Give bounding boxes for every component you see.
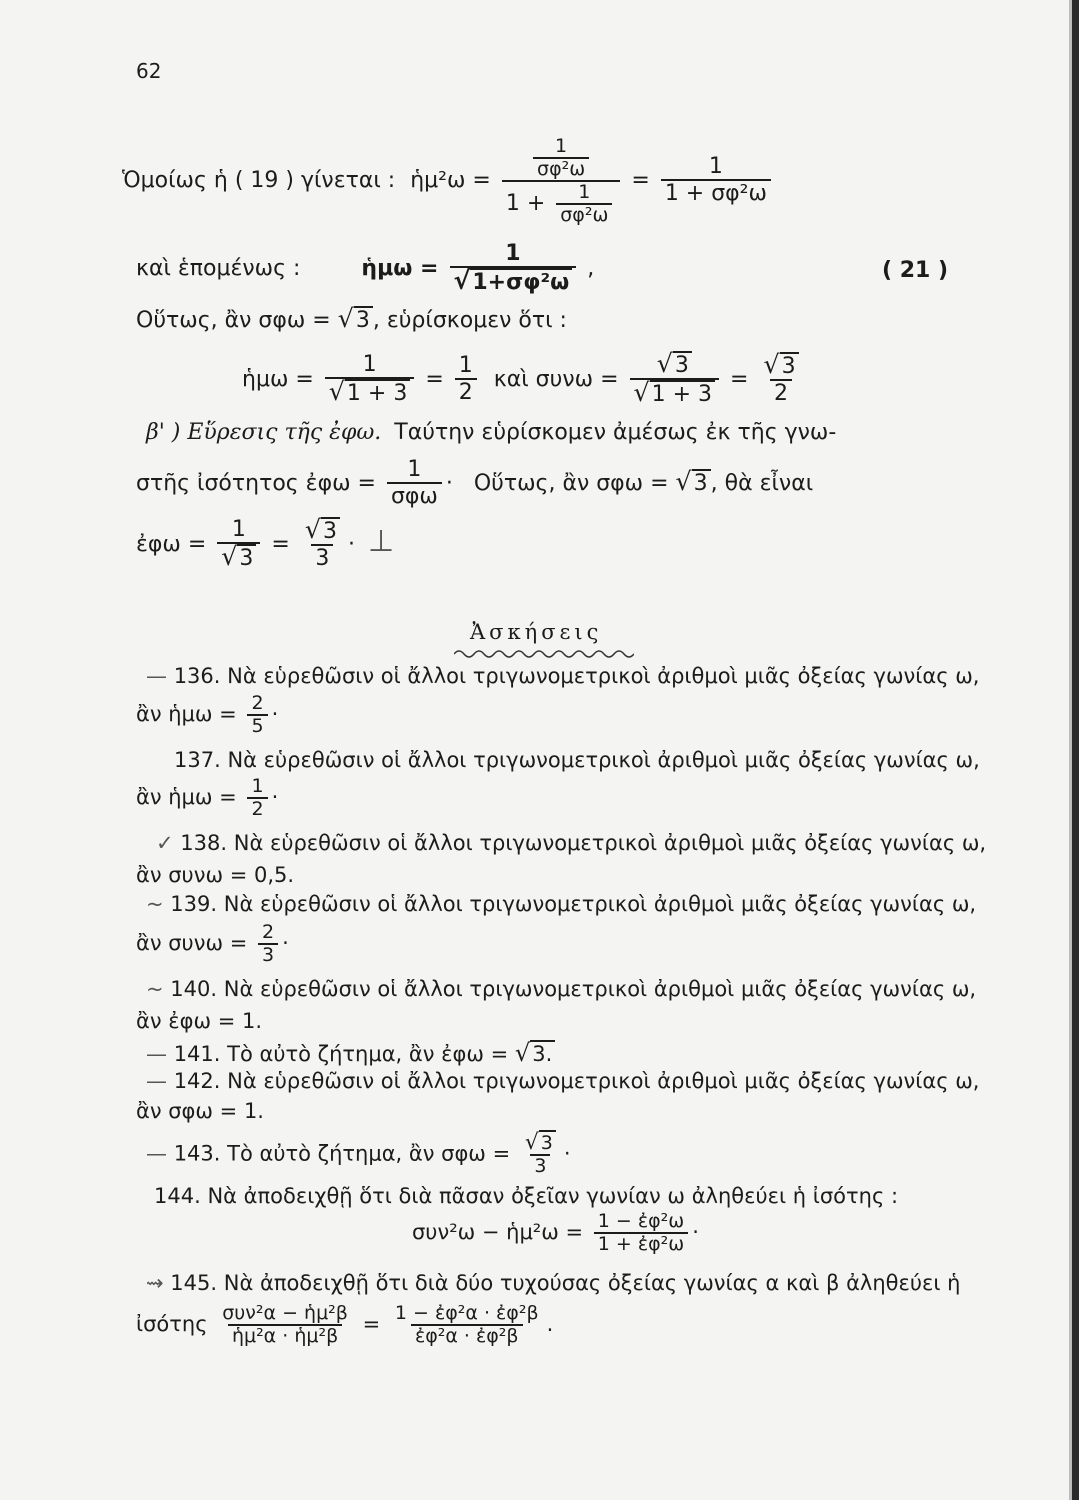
sin-lhs: ἡμω = [361,256,439,281]
consequently-line: καὶ ἑπομένως : ἡμω = $\frac{1}{\text{√1+σφ²ω}}$ , [136,241,595,295]
thus-line: Οὕτως, ἂν σφω = √3 , εὑρίσκομεν ὅτι : [136,304,567,333]
page-number: 62 [136,59,162,83]
exercise-141: — 141. Τὸ αὐτὸ ζήτημα, ἂν ἐφω = √3. [146,1040,555,1067]
simplified-fraction: $\frac{1}{\text{1 + σφ²ω}}$ [661,155,771,207]
wavy-underline [454,648,634,660]
tan-result: ἐφω = $\frac{1}{√3}$ = $\frac{√3}{3}$ · ⊥ [136,515,395,571]
sin-fraction: $\frac{1}{\text{√1+σφ²ω}}$ [450,242,577,296]
exercise-143: — 143. Τὸ αὐτὸ ζήτημα, ἂν σφω = $\frac{√ 3}{3}$ · [146,1130,571,1177]
exercise-140: ~ 140. Νὰ εὑρεθῶσιν οἱ ἄλλοι τριγωνομετρικοὶ ἀριθμοὶ μιᾶς ὀξείας γωνίας ω, [146,977,977,1001]
page-edge [1072,0,1079,1500]
exercise-144-identity: συν²ω − ἡμ²ω = $\frac{\text{1 − ἐφ²ω}}{\text{1 + ἐφ²ω}}$ · [412,1210,699,1255]
sin-cos-results: ἡμω = $\frac{1}{√1 + 3}$ = $\frac{1}{2}$ καὶ συνω = $\frac{√3}{√1 + 3}$ = $\frac{√3}{2}$ [242,352,807,408]
part-b-label: β' ) Εὕρεσις τῆς ἐφω. [146,420,382,445]
exercises-heading: Ἀσκήσεις [470,620,603,644]
inner-fraction-top: $\frac{1}{\text{σφ²ω}}$ [533,136,589,180]
exercise-137-condition: ἂν ἡμω = $\frac{1}{2}$ · [136,775,279,820]
exercise-136-condition: ἂν ἡμω = $\frac{2}{5}$ · [136,692,279,737]
exercise-137: 137. Νὰ εὑρεθῶσιν οἱ ἄλλοι τριγωνομετρικοὶ ἀριθμοὶ μιᾶς ὀξείας γωνίας ω, [174,748,980,772]
similarly-line: Ὁμοίως ἡ ( 19 ) γίνεται : ἡμ²ω = $\frac{1}{\text{σφ²ω}}$ 1 + $\frac{1}{\text{σφ²ω}}$ = $\frac{1}{\text{1 + σφ²ω}}$ [122,136,775,226]
exercise-144: 144. Νὰ ἀποδειχθῇ ὅτι διὰ πᾶσαν ὀξεῖαν γωνίαν ω ἀληθεύει ἡ ἰσότης : [154,1184,899,1208]
equation-number: ( 21 ) [882,258,949,283]
exercise-138: ✓ 138. Νὰ εὑρεθῶσιν οἱ ἄλλοι τριγωνομετρικοὶ ἀριθμοὶ μιᾶς ὀξείας γωνίας ω, [156,831,987,855]
exercise-140-condition: ἂν ἐφω = 1. [136,1009,263,1033]
exercise-139-condition: ἂν συνω = $\frac{2}{3}$ · [136,921,289,966]
exercise-142: — 142. Νὰ εὑρεθῶσιν οἱ ἄλλοι τριγωνομετρικοὶ ἀριθμοὶ μιᾶς ὀξείας γωνίας ω, [146,1069,980,1093]
similarly-text: Ὁμοίως ἡ ( 19 ) γίνεται : [122,168,396,193]
part-b-line2: στῆς ἰσότητος ἐφω = $\frac{1}{\text{σφω}}$ · Οὕτως, ἂν σφω = √3 , θὰ εἶναι [136,457,814,509]
pencil-mark-icon: ⊥ [367,524,395,559]
exercise-139: ~ 139. Νὰ εὑρεθῶσιν οἱ ἄλλοι τριγωνομετρικοὶ ἀριθμοὶ μιᾶς ὀξείας γωνίας ω, [146,892,977,916]
part-b-line1: β' ) Εὕρεσις τῆς ἐφω. Ταύτην εὑρίσκομεν ἀμέσως ἐκ τῆς γνω- [146,420,837,445]
exercise-145-identity: ἰσότης $\frac{\text{συν²α − ἡμ²β}}{\text{ἡμ²α · ἡμ²β}}$ = $\frac{\text{1 − ἐφ²α · ἐφ²β}}{\text{ἐφ²α · ἐφ²β}}$ . [136,1302,554,1347]
compound-fraction: $\frac{1}{\text{σφ²ω}}$ 1 + $\frac{1}{\text{σφ²ω}}$ [502,136,621,226]
consequently-text: καὶ ἑπομένως : [136,256,301,281]
sin-squared-lhs: ἡμ²ω = [410,168,491,193]
exercise-142-condition: ἂν σφω = 1. [136,1099,264,1123]
exercise-136: — 136. Νὰ εὑρεθῶσιν οἱ ἄλλοι τριγωνομετρικοὶ ἀριθμοὶ μιᾶς ὀξείας γωνίας ω, [146,664,980,688]
exercise-145: ⇝ 145. Νὰ ἀποδειχθῇ ὅτι διὰ δύο τυχούσας ὀξείας γωνίας α καὶ β ἀληθεύει ἡ [146,1271,961,1295]
exercise-138-condition: ἂν συνω = 0,5. [136,863,295,887]
inner-fraction-bottom: $\frac{1}{\text{σφ²ω}}$ [556,182,612,226]
